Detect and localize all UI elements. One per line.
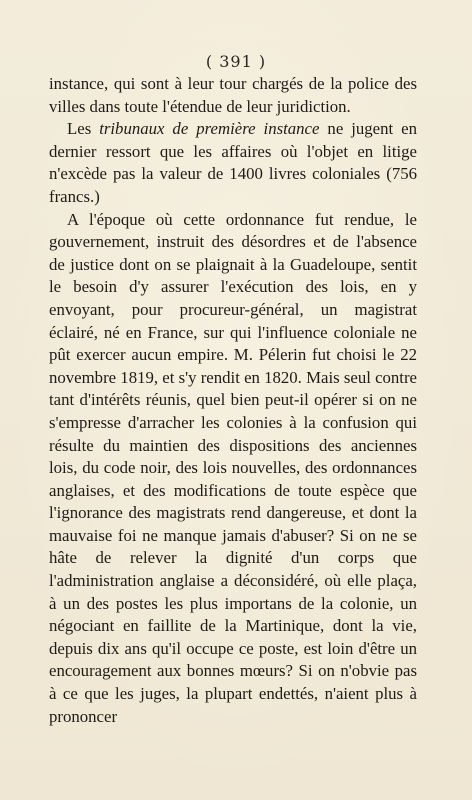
paragraph-2 <box>49 118 417 208</box>
paragraph-1 <box>49 73 417 118</box>
paragraph-1-text: instance, qui sont à leur tour chargés de la police des villes dans toute l'étendue de leur juridiction. <box>49 74 417 116</box>
paragraph-3-text: A l'époque où cette ordonnance fut rendue, le gouvernement, instruit des désordres et de l'absence de justice dont on se plaignait à la Guadeloupe, sentit le besoin d'y assurer l'exécution des lois, en y envoyant, pour procureur-général, un magistrat éclairé, né en France, sur qui l'influence coloniale ne pût exercer aucun empire. M. Pélerin fut choisi le 22 novembre 1819, et s'y rendit en 1820. Mais seul contre tant d'intérêts réunis, quel bien peut-il opérer si on ne s'empresse d'arracher les colonies à la confusion qui résulte du maintien des dispositions des anciennes lois, du code noir, des lois nouvelles, des ordonnances anglaises, et des modifications de toute espèce que l'ignorance des magistrats rend dangereuse, et dont la mauvaise foi ne manque jamais d'abuser? Si on ne se hâte de relever la dignité d'un corps que l'administration anglaise a déconsidéré, où elle plaça, à un des postes les plus importans de la colonie, un négociant en faillite de la Martinique, dont la vie, depuis dix ans qu'il occupe ce poste, est loin d'être un encouragement aux bonnes mœurs? Si on n'obvie pas à ce que les juges, la plupart endettés, n'aient plus à prononcer <box>49 209 417 726</box>
paragraph-2-lead: Les <box>67 119 100 139</box>
paragraph-2-text: ne jugent en dernier ressort que les affaires où l'objet en litige n'excède pas la valeur de 1400 livres coloniales (756 francs.) <box>49 119 417 206</box>
italic-term: tribunaux de première instance <box>99 119 320 139</box>
paragraph-3 <box>49 209 417 729</box>
page-number: ( 391 ) <box>205 52 267 71</box>
body-text <box>49 73 417 728</box>
